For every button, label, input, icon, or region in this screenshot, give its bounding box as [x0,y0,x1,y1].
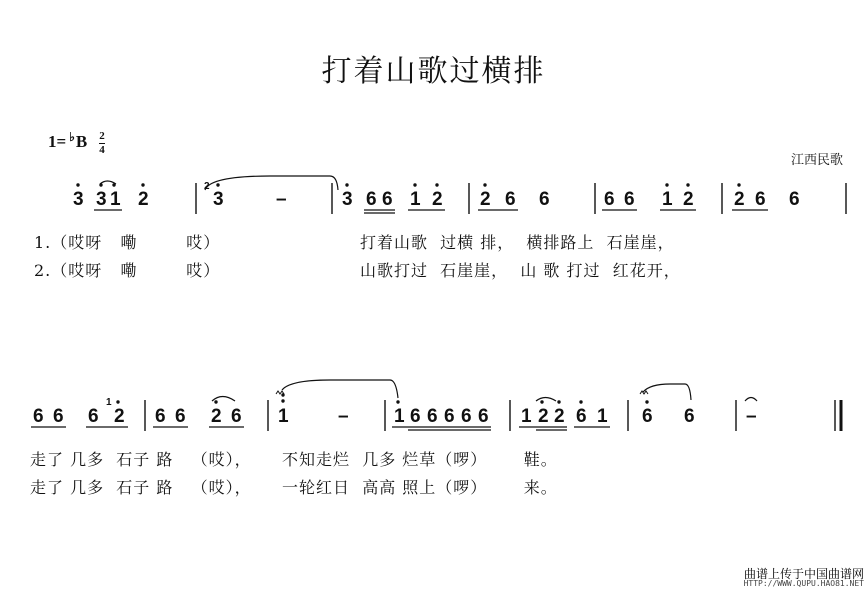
verse-2-lyric-a: 2.（哎呀 嘞 哎） [34,261,221,280]
note: 6 [461,406,472,427]
staff-2-octave-dots [116,393,648,403]
note: 2 [211,406,222,427]
note: – [338,406,349,427]
note: 6 [576,406,587,427]
note: 3 [342,189,353,210]
note: 6 [539,189,550,210]
note: 6 [175,406,186,427]
key-label: 1= [48,132,67,151]
note: 3 [73,189,84,210]
staff-2-underlines [31,427,610,430]
note: 1 [597,406,608,427]
note: 6 [624,189,635,210]
note: 1 [110,189,121,210]
note: 2 [734,189,745,210]
verse-2-lyric-b: 山歌打过 石崖崖， 山 歌 打过 红花开， [360,261,681,280]
note: 2 [683,189,694,210]
note: 2 [538,406,549,427]
note: 6 [755,189,766,210]
grace-note: 1 [106,397,112,408]
note: 2 [554,406,565,427]
note: 6 [33,406,44,427]
verse-2-lyric-c: 走了 几多 石子 路 （哎）， 一轮红日 高高 照上（啰） 来。 [30,478,558,497]
note: 6 [366,189,377,210]
note: 6 [410,406,421,427]
staff-1-octave-dots [76,183,740,186]
watermark-text: 曲谱上传于中国曲谱网 [743,567,864,581]
time-bottom: 4 [99,144,105,156]
note: 1 [394,406,405,427]
note: 6 [642,406,653,427]
note: 3 [213,189,224,210]
note: 6 [444,406,455,427]
watermark-url: HTTP://WWW.QUPU.HAO81.NET [743,579,864,588]
note: – [276,189,287,210]
note: 1 [521,406,532,427]
note: – [746,406,757,427]
note: 1 [662,189,673,210]
note: 1 [410,189,421,210]
note: 6 [231,406,242,427]
note: 6 [382,189,393,210]
song-origin: 江西民歌 [790,153,843,168]
staff-1-slurs [100,176,338,190]
verse-1-lyric-b: 打着山歌 过横 排， 横排路上 石崖崖， [360,233,675,252]
song-title: 打着山歌过横排 [321,54,546,89]
note: 2 [432,189,443,210]
note: 6 [53,406,64,427]
verse-1-lyric-c: 走了 几多 石子 路 （哎）， 不知走烂 几多 烂草（啰） 鞋。 [30,450,558,469]
note: 6 [604,189,615,210]
note: 6 [427,406,438,427]
flat-sign: ♭ [69,130,75,144]
note: 3 [96,189,107,210]
note: 6 [789,189,800,210]
staff-2-slurs [212,380,757,401]
key-note: B [75,132,88,151]
verse-1-lyric-a: 1.（哎呀 嘞 哎） [34,233,221,252]
note: 6 [478,406,489,427]
note: 2 [138,189,149,210]
note: 2 [114,406,125,427]
note: 6 [155,406,166,427]
note: 2 [480,189,491,210]
note: 6 [684,406,695,427]
time-top: 2 [99,130,105,142]
note: 1 [278,406,289,427]
grace-note: 2 [204,181,210,192]
staff-1-underlines [94,210,768,213]
staff-2-barlines [145,400,841,431]
note: 6 [505,189,516,210]
note: 6 [88,406,99,427]
